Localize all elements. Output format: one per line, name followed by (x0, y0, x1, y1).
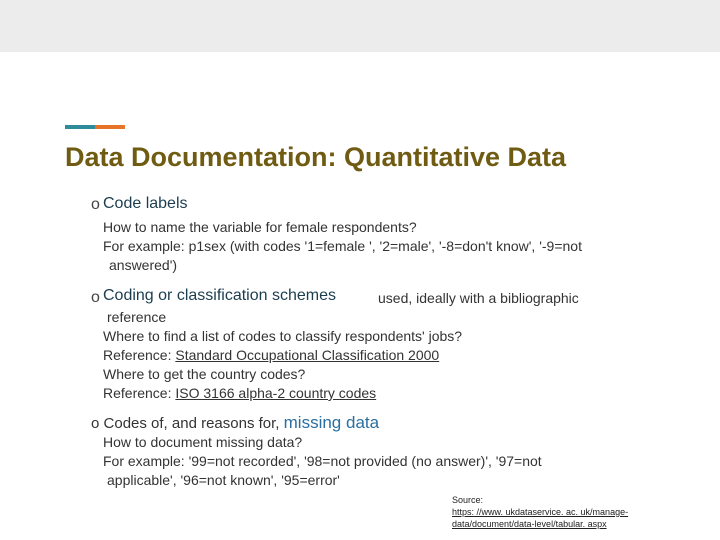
item3-line-3: applicable', '96=not known', '95=error' (107, 472, 340, 488)
item3-heading-prefix: Codes of, and reasons for, (103, 415, 280, 432)
item1-line-3: answered') (109, 257, 178, 273)
item1-line-2: For example: p1sex (with codes '1=female ', '2=male', '-8=don't know', '-9=not (103, 238, 582, 254)
missing-data-highlight: missing data (283, 413, 380, 432)
top-band (0, 0, 720, 52)
iso-3166-link[interactable]: ISO 3166 alpha-2 country codes (175, 385, 377, 401)
source-url-line-1[interactable]: https: //www. ukdataservice. ac. uk/manage- (452, 507, 629, 517)
item3-heading (91, 413, 379, 433)
source-note (452, 494, 628, 530)
source-label: Source: (452, 495, 484, 505)
bullet-marker: o (91, 289, 100, 306)
soc-2000-link[interactable]: Standard Occupational Classification 2000 (175, 347, 440, 363)
item3-line-1: How to document missing data? (103, 434, 303, 450)
accent-bar-teal (65, 125, 95, 129)
item2-heading-continuation: used, ideally with a bibliographic (378, 290, 579, 306)
bullet-marker: o (91, 415, 100, 432)
item1-heading: Code labels (103, 195, 188, 212)
item3-line-2: For example: '99=not recorded', '98=not provided (no answer)', '97=not (103, 453, 542, 469)
item1-line-1: How to name the variable for female respondents? (103, 219, 417, 235)
item2-line-jobs: Where to find a list of codes to classify respondents' jobs? (103, 328, 463, 344)
accent-bar-orange (95, 125, 125, 129)
ref1-prefix: Reference: (103, 347, 176, 363)
ref2-prefix: Reference: (103, 385, 176, 401)
source-url-line-2[interactable]: data/document/data-level/tabular. aspx (452, 519, 607, 529)
item2-heading: Coding or classification schemes (103, 287, 336, 304)
item2-line-country: Where to get the country codes? (103, 366, 306, 382)
item2-line-reference: reference (107, 309, 167, 325)
slide-title: Data Documentation: Quantitative Data (65, 142, 567, 172)
bullet-marker: o (91, 196, 100, 213)
item2-ref1 (103, 346, 439, 365)
item2-ref2 (103, 384, 376, 403)
